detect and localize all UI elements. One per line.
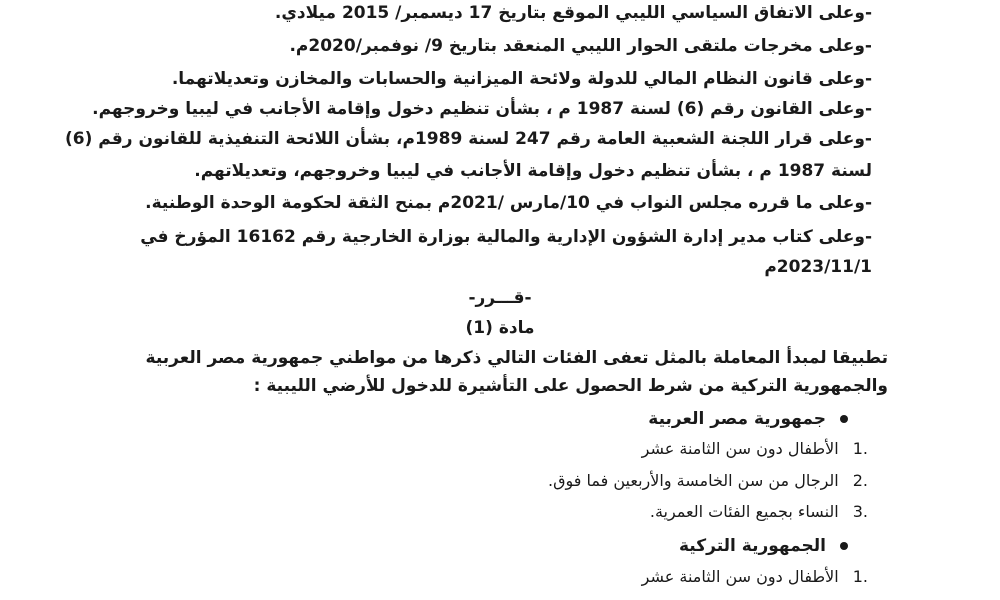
item-number: 3. [852,502,868,521]
item-text: الرجال من سن الخامسة والأربعين فما فوق. [548,471,839,490]
preamble-line: لسنة 1987 م ، بشأن تنظيم دخول وإقامة الأجانب في ليبيا وخروجهم، وتعديلاتهم. [194,161,872,181]
list-item [650,501,868,523]
preamble-line: -وعلى كتاب مدير إدارة الشؤون الإدارية والمالية بوزارة الخارجية رقم 16162 المؤرخ في [140,227,872,247]
preamble-line: 2023/11/1م [764,257,872,277]
list-item [548,470,868,492]
preamble-line: -وعلى قرار اللجنة الشعبية العامة رقم 247 لسنة 1989م، بشأن اللائحة التنفيذية للقانون رقم (6) [64,129,872,149]
section-title: الجمهورية التركية [679,536,826,556]
preamble-line: -وعلى الاتفاق السياسي الليبي الموقع بتاريخ 17 ديسمبر/ 2015 ميلادي. [274,3,872,23]
item-number: 1. [852,439,868,458]
article-body-line: والجمهورية التركية من شرط الحصول على التأشيرة للدخول للأرضي الليبية : [253,376,888,396]
preamble-line: -وعلى القانون رقم (6) لسنة 1987 م ، بشأن تنظيم دخول وإقامة الأجانب في ليبيا وخروجهم. [92,99,872,119]
article-heading: مادة (1) [465,318,535,338]
article-body-line: تطبيقا لمبدأ المعاملة بالمثل تعفى الفئات التالي ذكرها من مواطني جمهورية مصر العربية [145,348,888,368]
list-item [642,438,868,460]
bullet-icon [840,415,848,423]
item-number: 1. [852,567,868,586]
item-text: الأطفال دون سن الثامنة عشر [641,567,839,586]
decision-heading: -قـــرر- [468,288,532,308]
item-text: الأطفال دون سن الثامنة عشر [641,439,839,458]
section-title: جمهورية مصر العربية [648,409,826,429]
section-heading-turkey [679,535,848,557]
list-item [642,566,868,588]
preamble-line: -وعلى ما قرره مجلس النواب في 10/مارس /2021م بمنح الثقة لحكومة الوحدة الوطنية. [145,193,872,213]
item-text: النساء بجميع الفئات العمرية. [649,502,839,521]
preamble-line: -وعلى قانون النظام المالي للدولة ولائحة الميزانية والحسابات والمخازن وتعديلاتهما. [171,69,872,89]
item-number: 2. [852,471,868,490]
bullet-icon [840,542,848,550]
section-heading-egypt [648,408,848,430]
preamble-line: -وعلى مخرجات ملتقى الحوار الليبي المنعقد بتاريخ 9/ نوفمبر/2020م. [289,36,872,56]
